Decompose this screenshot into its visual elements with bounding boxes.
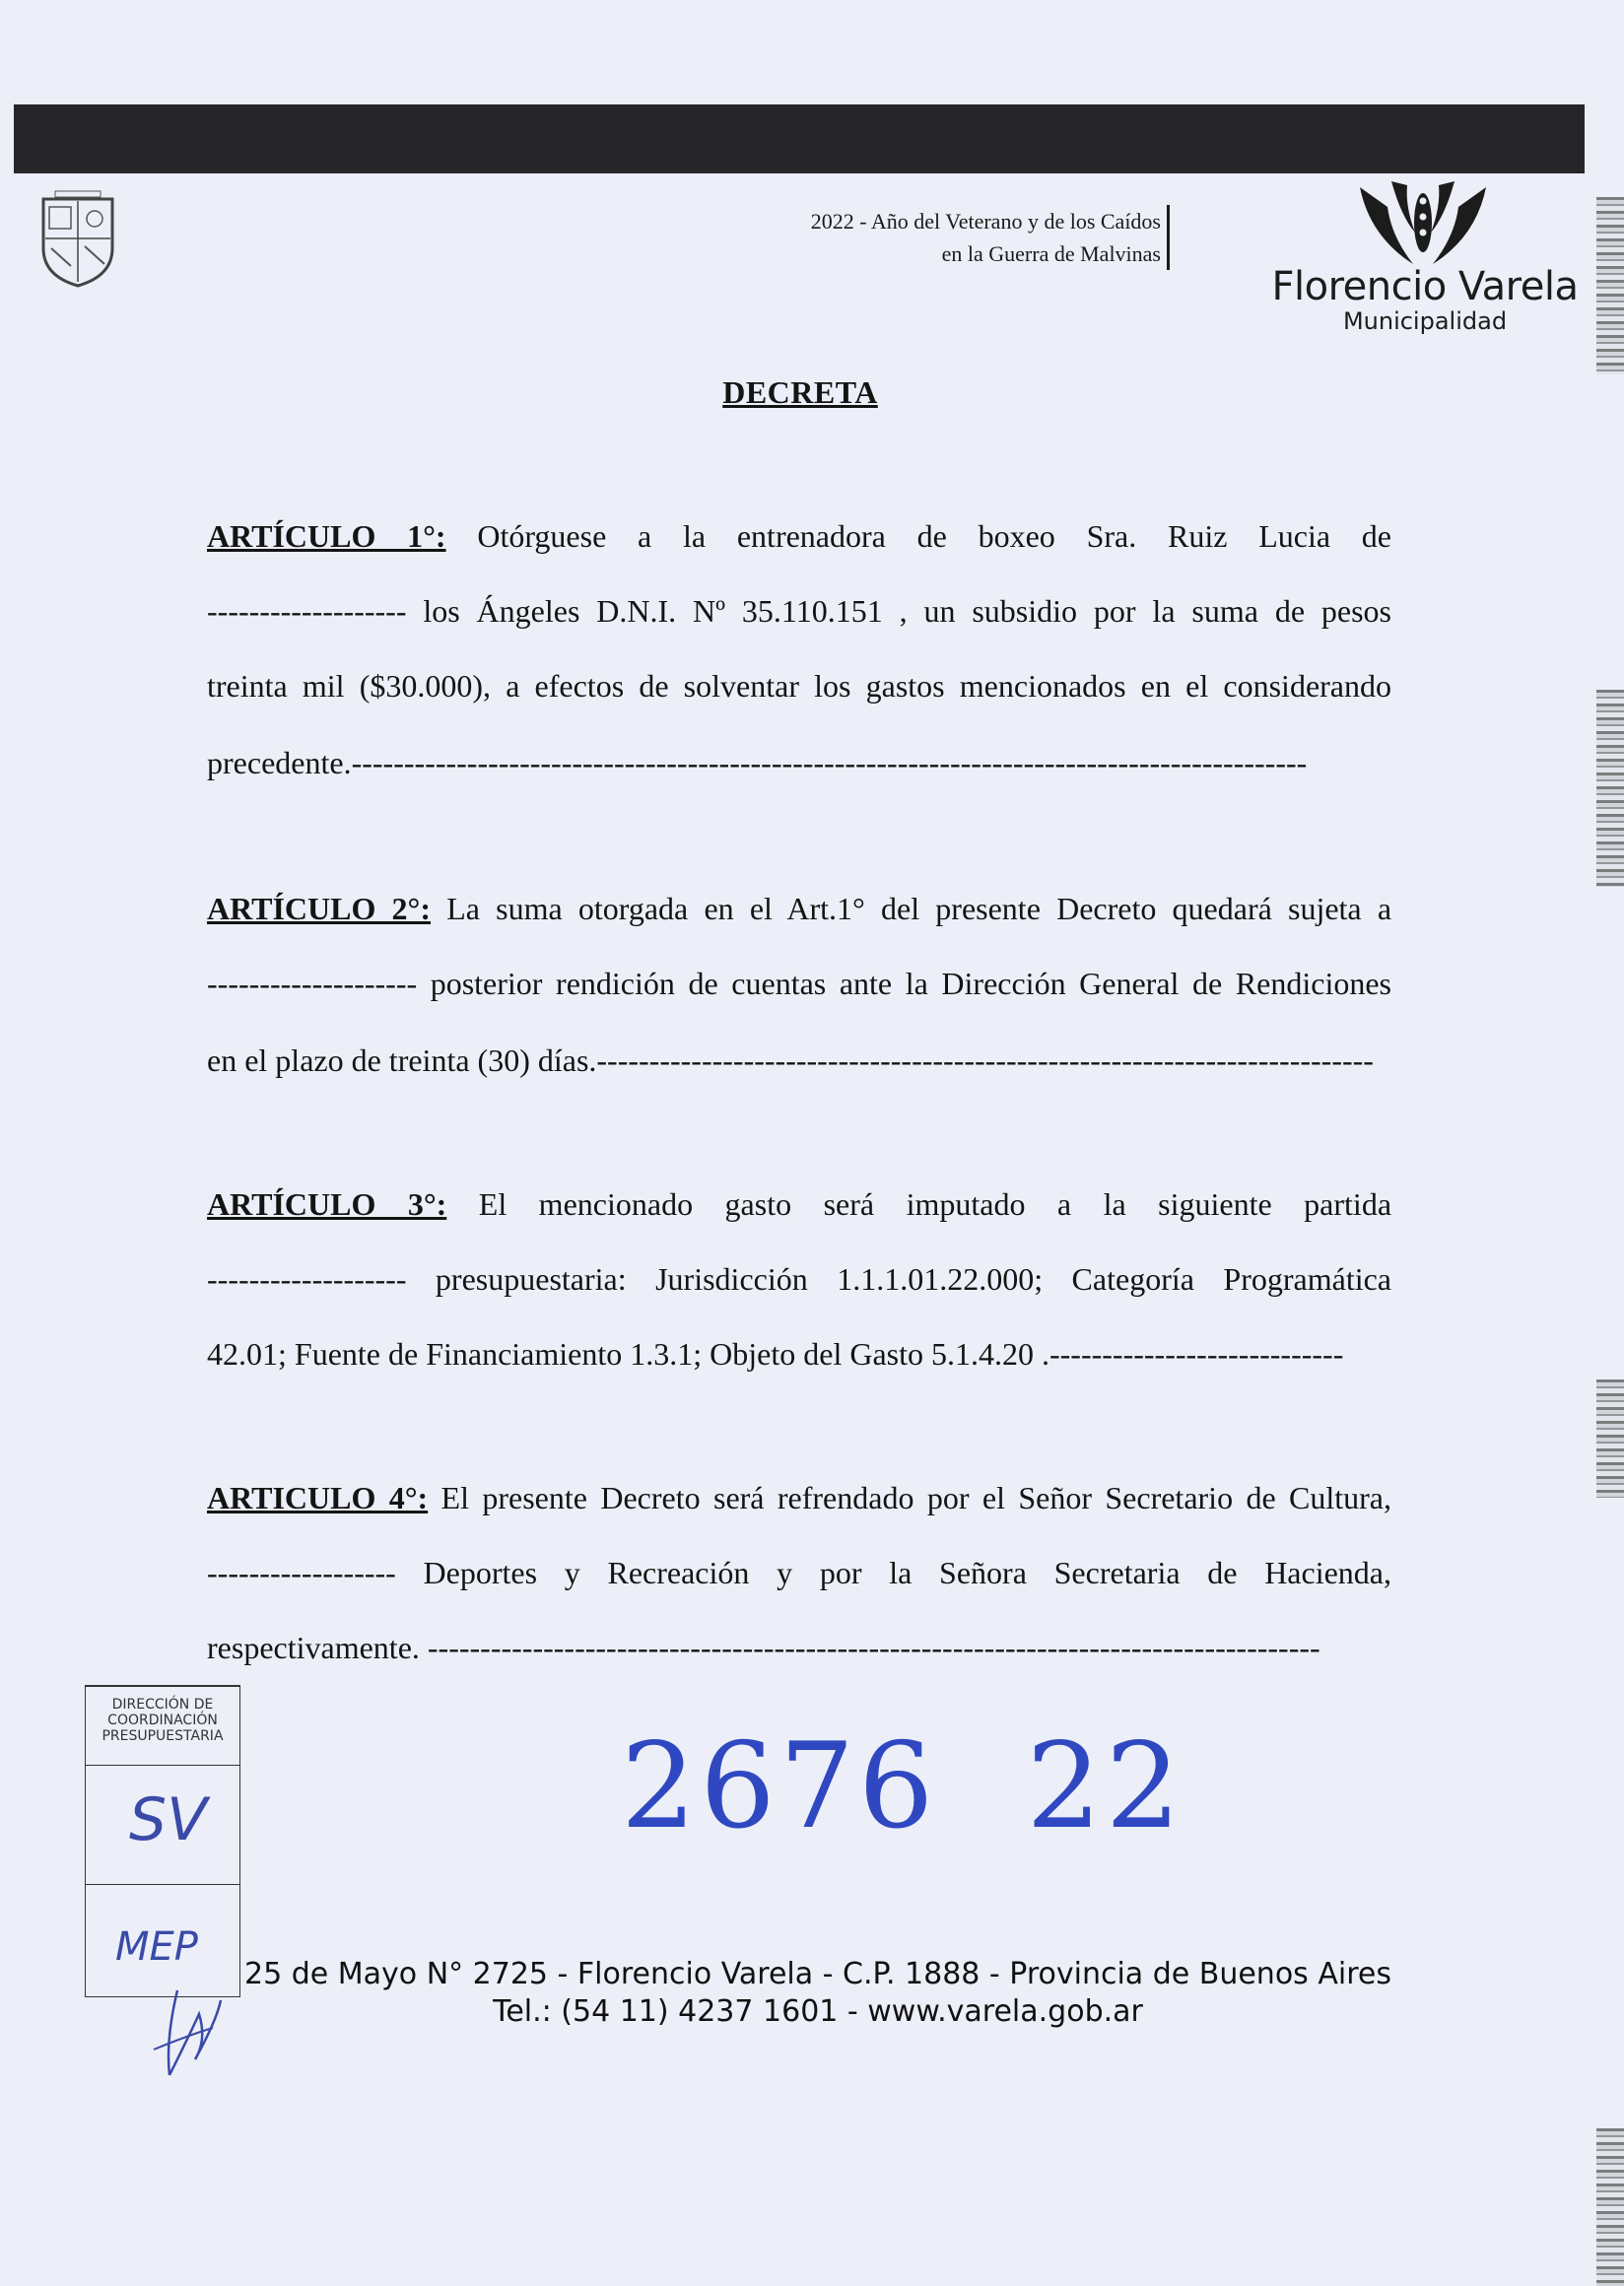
logo-title: Florencio Varela	[1271, 264, 1579, 309]
year-note-line-1: 2022 - Año del Veterano y de los Caídos	[810, 209, 1161, 234]
article-3-label: ARTÍCULO 3°:	[207, 1186, 447, 1222]
article-3-text: El mencionado gasto será imputado a la siguiente partida	[478, 1186, 1391, 1222]
article-3-line-1	[207, 1186, 1391, 1230]
decree-number: 2676	[621, 1718, 938, 1855]
scanned-header-bar	[14, 104, 1585, 173]
municipal-crest-icon	[37, 189, 118, 288]
stamp-initials-box-2	[86, 1885, 239, 1993]
stamp-initials-box-1	[86, 1766, 239, 1885]
decree-year: 22	[1026, 1718, 1185, 1855]
footer-contact: Tel.: (54 11) 4237 1601 - www.varela.gob.ar	[493, 1994, 1143, 2029]
florencio-varela-logo-icon	[1352, 177, 1494, 268]
logo-subtitle: Municipalidad	[1342, 307, 1508, 335]
handwritten-initials-2: MEP	[115, 1924, 198, 1970]
article-4-line-2: ------------------ Deportes y Recreación y por la Señora Secretaria de Hacienda,	[207, 1555, 1391, 1590]
article-1-text: Otórguese a la entrenadora de boxeo Sra. Ruiz Lucia de	[477, 518, 1391, 554]
decree-number-stamp	[621, 1718, 1184, 1855]
article-1-line-3: treinta mil ($30.000), a efectos de solventar los gastos mencionados en el considerando	[207, 668, 1391, 704]
handwritten-initials-1: SV	[129, 1785, 208, 1854]
article-4-line-1	[207, 1480, 1391, 1523]
article-4-line-3: respectivamente. -------------------------------------------------------------------------------------	[207, 1630, 1320, 1665]
article-2-label: ARTÍCULO 2°:	[207, 891, 431, 926]
article-3-line-2: ------------------- presupuestaria: Jurisdicción 1.1.1.01.22.000; Categoría Programática	[207, 1261, 1391, 1297]
scan-edge-artifact	[1596, 2128, 1624, 2286]
article-2-line-2: -------------------- posterior rendición de cuentas ante la Dirección General de Rendiciones	[207, 966, 1391, 1001]
article-1-label: ARTÍCULO 1°:	[207, 518, 446, 554]
budget-stamp	[85, 1685, 240, 1997]
year-note-line-2: en la Guerra de Malvinas	[941, 241, 1161, 266]
scan-edge-artifact	[1596, 197, 1624, 374]
article-1-line-4: precedente.-------------------------------------------------------------------------------------------	[207, 745, 1308, 780]
scan-edge-artifact	[1596, 1379, 1624, 1498]
handwritten-signature-icon	[148, 1981, 227, 2089]
footer-address: 25 de Mayo N° 2725 - Florencio Varela - C.P. 1888 - Provincia de Buenos Aires	[244, 1957, 1391, 1991]
article-2-text: La suma otorgada en el Art.1° del presente Decreto quedará sujeta a	[446, 891, 1391, 926]
article-1-line-1	[207, 518, 1391, 562]
document-title: DECRETA	[722, 374, 878, 410]
year-commemoration-note	[690, 205, 1170, 270]
article-2-line-1	[207, 891, 1391, 934]
article-1-line-2: ------------------- los Ángeles D.N.I. Nº 35.110.151 , un subsidio por la suma de pesos	[207, 593, 1391, 629]
article-3-line-3: 42.01; Fuente de Financiamiento 1.3.1; Objeto del Gasto 5.1.4.20 .----------------------------	[207, 1336, 1344, 1372]
scan-edge-artifact	[1596, 690, 1624, 887]
stamp-heading: DIRECCIÓN DE COORDINACIÓN PRESUPUESTARIA	[86, 1687, 239, 1766]
article-2-line-3: en el plazo de treinta (30) días.--------------------------------------------------------------------------	[207, 1042, 1374, 1078]
article-4-text: El presente Decreto será refrendado por el Señor Secretario de Cultura,	[440, 1480, 1391, 1515]
article-4-label: ARTICULO 4°:	[207, 1480, 429, 1515]
